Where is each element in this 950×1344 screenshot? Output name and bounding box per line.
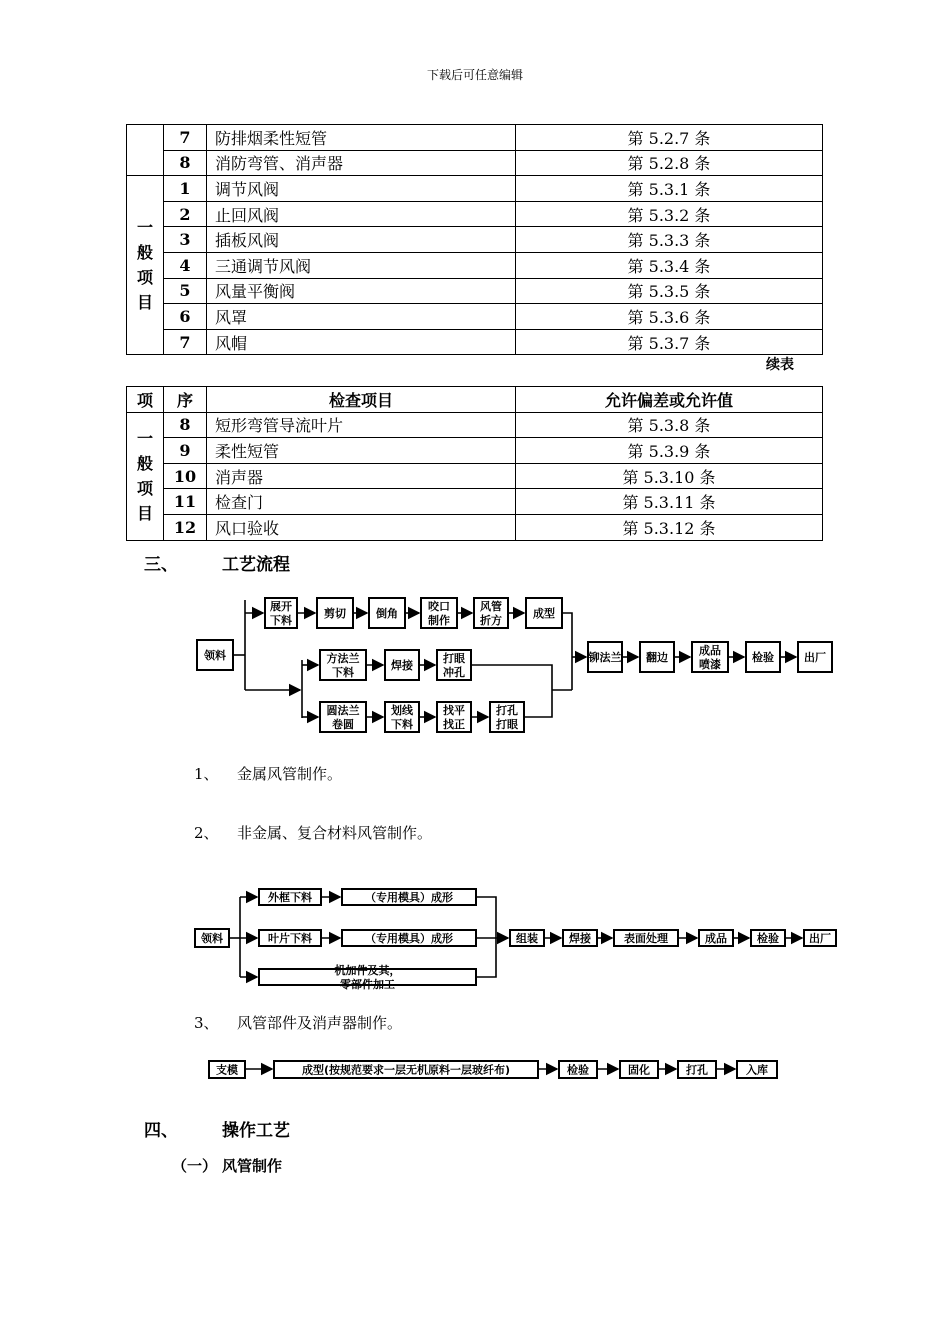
item-2-number: 2、 — [194, 824, 219, 842]
flow1-start-label: 领料 — [204, 649, 226, 662]
continued-label: 续表 — [766, 357, 794, 373]
flow1-tail-2-label: 喷漆 — [699, 658, 721, 671]
flow1-tail-3-label: 检验 — [752, 651, 774, 664]
section-4-number: 四、 — [144, 1121, 178, 1141]
row-number: 11 — [164, 489, 207, 515]
row-number: 5 — [164, 278, 207, 304]
row-item: 插板风阀 — [207, 227, 516, 253]
group-label-char: 一 — [136, 429, 153, 449]
flow1-tail-0-label: 铆法兰 — [588, 651, 622, 664]
row-item: 短形弯管导流叶片 — [207, 412, 516, 438]
section-3-title: 工艺流程 — [222, 555, 290, 575]
item-1-text: 金属风管制作。 — [237, 765, 343, 783]
flow3-step-3-label: 固化 — [628, 1063, 650, 1077]
header-cell: 检查项目 — [207, 387, 516, 413]
row-item: 风量平衡阀 — [207, 278, 516, 304]
item-3-number: 3、 — [194, 1014, 219, 1032]
row-item: 柔性短管 — [207, 438, 516, 464]
flow1-tail-2-label: 成品 — [699, 644, 721, 657]
row-ref: 第 5.3.4 条 — [516, 252, 823, 278]
group-label-char: 项 — [136, 268, 153, 288]
row-number: 7 — [164, 329, 207, 355]
flow3-step-2-label: 检验 — [567, 1063, 589, 1077]
flow3-step-4-label: 打孔 — [686, 1063, 708, 1077]
row-number: 7 — [164, 125, 207, 151]
row-number: 12 — [164, 514, 207, 540]
page-header: 下载后可任意编辑 — [426, 68, 523, 82]
row-ref: 第 5.3.3 条 — [516, 227, 823, 253]
item-1-number: 1、 — [194, 765, 219, 783]
header-cell: 项 — [127, 387, 164, 413]
row-number: 1 — [164, 176, 207, 202]
row-ref: 第 5.2.7 条 — [516, 125, 823, 151]
flow3-step-1-label: 成型(按规范要求一层无机原料一层玻纤布) — [301, 1063, 511, 1077]
row-ref: 第 5.3.7 条 — [516, 329, 823, 355]
flow1-row2-2-label: 打眼 — [443, 652, 465, 665]
group-label-char: 一 — [136, 218, 153, 238]
row-ref: 第 5.3.11 条 — [516, 489, 823, 515]
flow1-row2-0-label: 方法兰 — [326, 652, 360, 665]
flow2-blade-cut-label: 叶片下料 — [268, 932, 312, 945]
flow2-tail-2-label: 表面处理 — [624, 932, 668, 945]
flow1-row3-1-label: 划线 — [391, 704, 413, 717]
group-label-char: 项 — [136, 479, 153, 499]
row-ref: 第 5.3.8 条 — [516, 412, 823, 438]
row-ref: 第 5.3.2 条 — [516, 201, 823, 227]
row-item: 防排烟柔性短管 — [207, 125, 516, 151]
flow1-tail-1-label: 翻边 — [646, 651, 668, 664]
flow2-tail-5-label: 出厂 — [809, 932, 831, 945]
flow1-row3-1-label: 下料 — [391, 718, 413, 731]
row-ref: 第 5.3.6 条 — [516, 304, 823, 330]
row-ref: 第 5.2.8 条 — [516, 150, 823, 176]
flow-connector — [562, 613, 572, 690]
row-item: 风帽 — [207, 329, 516, 355]
row-number: 3 — [164, 227, 207, 253]
row-ref: 第 5.3.10 条 — [516, 463, 823, 489]
header-cell: 序 — [164, 387, 207, 413]
flow1-row3-2-label: 找正 — [443, 718, 465, 731]
flow1-row3-0-label: 卷圆 — [332, 718, 354, 731]
flow2-start-label: 领料 — [201, 932, 223, 945]
row-number: 4 — [164, 252, 207, 278]
row-number: 6 — [164, 304, 207, 330]
row-item: 消声器 — [207, 463, 516, 489]
group-label-char: 般 — [136, 243, 153, 263]
row-ref: 第 5.3.9 条 — [516, 438, 823, 464]
flow-connector — [476, 897, 496, 977]
flow1-row1-3-label: 咬口 — [428, 600, 450, 613]
flow3-step-0-label: 支模 — [216, 1063, 238, 1077]
row-number: 9 — [164, 438, 207, 464]
flow1-row1-0-label: 下料 — [270, 614, 292, 627]
row-item: 风口验收 — [207, 514, 516, 540]
row-number: 10 — [164, 463, 207, 489]
flow1-row2-0-label: 下料 — [332, 666, 354, 679]
row-number: 8 — [164, 150, 207, 176]
flow2-tail-4-label: 检验 — [757, 932, 779, 945]
row-number: 8 — [164, 412, 207, 438]
flow1-row1-0-label: 展开 — [270, 600, 292, 613]
flow1-row1-2-label: 倒角 — [376, 607, 398, 620]
flow2-tail-0-label: 组装 — [516, 932, 538, 945]
flow1-row1-5-label: 成型 — [533, 607, 555, 620]
flow1-row1-4-label: 风管 — [480, 600, 502, 613]
flow1-row3-3-label: 打眼 — [496, 718, 518, 731]
row-ref: 第 5.3.5 条 — [516, 278, 823, 304]
row-ref: 第 5.3.12 条 — [516, 514, 823, 540]
row-item: 检查门 — [207, 489, 516, 515]
row-item: 消防弯管、消声器 — [207, 150, 516, 176]
flow1-row2-1-label: 焊接 — [391, 659, 413, 672]
sub-1-number: （一） — [172, 1157, 218, 1175]
row-item: 风罩 — [207, 304, 516, 330]
group-label-char: 目 — [136, 293, 153, 313]
flow1-row3-3-label: 打孔 — [496, 704, 518, 717]
row-item: 三通调节风阀 — [207, 252, 516, 278]
flow1-row3-0-label: 圆法兰 — [326, 704, 360, 717]
group-label-char: 目 — [136, 504, 153, 524]
flow2-frame-cut-label: 外框下料 — [268, 891, 312, 904]
group-label-char: 般 — [136, 454, 153, 474]
row-ref: 第 5.3.1 条 — [516, 176, 823, 202]
flow1-row3-2-label: 找平 — [443, 704, 465, 717]
item-3-text: 风管部件及消声器制作。 — [237, 1014, 403, 1032]
flow2-tail-3-label: 成品 — [705, 932, 727, 945]
row-item: 止回风阀 — [207, 201, 516, 227]
flow2-blade-mold-label: （专用模具）成形 — [365, 932, 453, 945]
header-cell: 允许偏差或允许值 — [516, 387, 823, 413]
flow2-parts-label: 零部件加工 — [340, 978, 395, 991]
flow2-tail-1-label: 焊接 — [569, 932, 591, 945]
section-4-title: 操作工艺 — [222, 1121, 290, 1141]
flow2-parts-label: 机加件及其， — [334, 964, 401, 977]
flow2-frame-mold-label: （专用模具）成形 — [365, 891, 453, 904]
flow1-row1-4-label: 折方 — [480, 614, 502, 627]
row-number: 2 — [164, 201, 207, 227]
row-item: 调节风阀 — [207, 176, 516, 202]
section-3-number: 三、 — [144, 555, 178, 575]
flow1-tail-4-label: 出厂 — [804, 651, 826, 664]
flow1-row1-1-label: 剪切 — [324, 607, 346, 620]
flow3-step-5-label: 入库 — [746, 1063, 768, 1077]
item-2-text: 非金属、复合材料风管制作。 — [237, 824, 433, 842]
flow1-row1-3-label: 制作 — [428, 614, 450, 627]
flow1-row2-2-label: 冲孔 — [443, 666, 465, 679]
sub-1-title: 风管制作 — [222, 1157, 283, 1175]
